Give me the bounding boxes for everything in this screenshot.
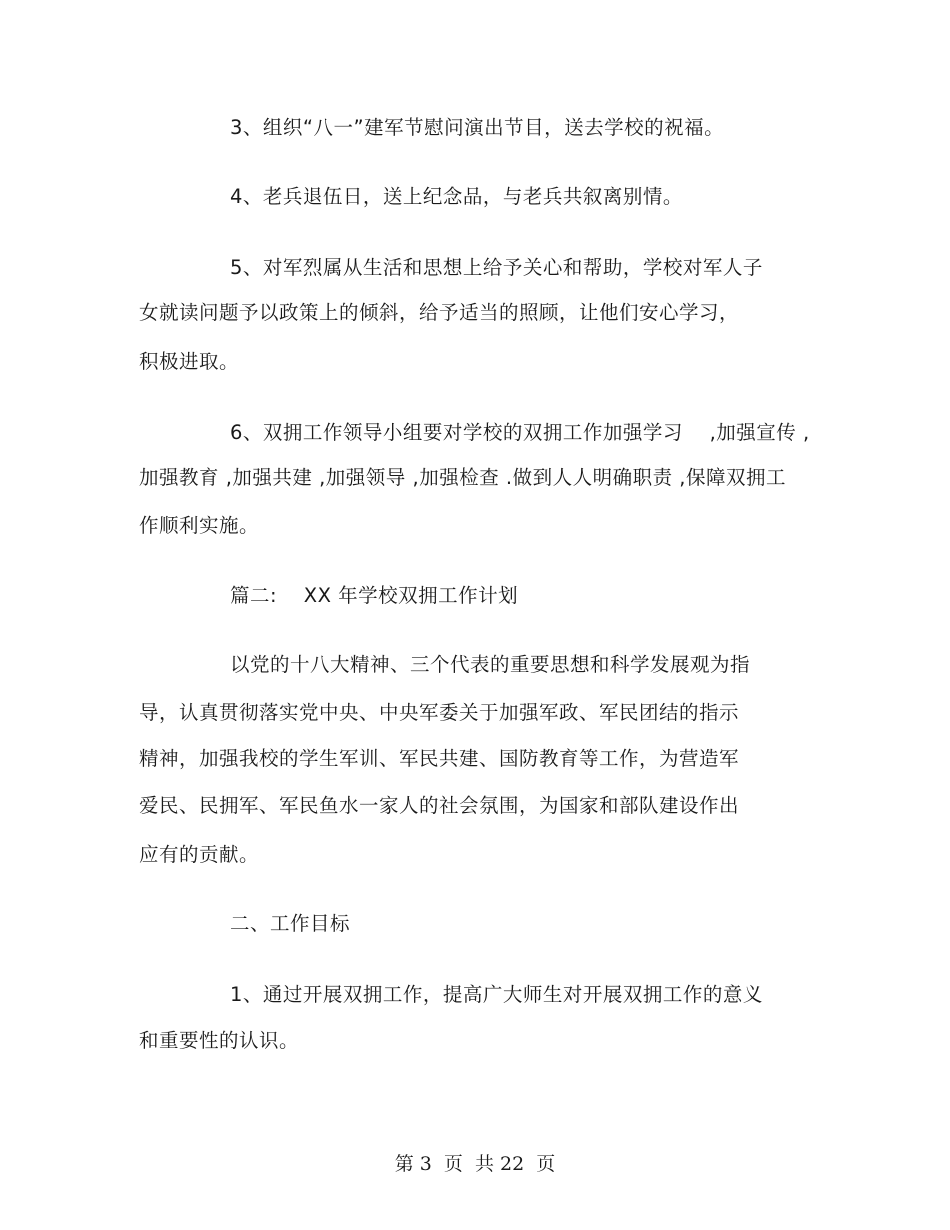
goal-1-line-1: 1、通过开展双拥工作，提高广大师生对开展双拥工作的意义 [230, 983, 763, 1006]
intro-line-4: 爱民、民拥军、军民鱼水一家人的社会氛围，为国家和部队建设作出 [139, 794, 740, 817]
paragraph-3-line-1: 3、组织“八一”建军节慰问演出节目，送去学校的祝福。 [230, 116, 725, 139]
intro-line-2: 导，认真贯彻落实党中央、中央军委关于加强军政、军民团结的指示 [139, 701, 740, 724]
paragraph-5-line-1: 5、对军烈属从生活和思想上给予关心和帮助，学校对军人子 [230, 256, 763, 279]
paragraph-6-line-3: 作顺利实施。 [139, 514, 260, 537]
intro-line-3: 精神，加强我校的学生军训、军民共建、国防教育等工作，为营造军 [139, 747, 740, 770]
paragraph-6-line-1: 6、双拥工作领导小组要对学校的双拥工作加强学习 ,加强宣传 , [230, 421, 810, 444]
paragraph-4-line-1: 4、老兵退伍日，送上纪念品，与老兵共叙离别情。 [230, 185, 683, 208]
paragraph-5-line-2: 女就读问题予以政策上的倾斜，给予适当的照顾，让他们安心学习， [139, 301, 740, 324]
section-heading-work-goals: 二、工作目标 [230, 912, 351, 935]
page-number-footer: 第 3 页 共 22 页 [394, 1153, 556, 1175]
section-heading-chapter-two: 篇二: XX 年学校双拥工作计划 [230, 584, 519, 607]
intro-line-1: 以党的十八大精神、三个代表的重要思想和科学发展观为指 [230, 653, 751, 676]
paragraph-5-line-3: 积极进取。 [139, 350, 240, 373]
intro-line-5: 应有的贡献。 [139, 843, 260, 866]
paragraph-6-line-2: 加强教育 ,加强共建 ,加强领导 ,加强检查 .做到人人明确职责 ,保障双拥工 [139, 466, 786, 489]
goal-1-line-2: 和重要性的认识。 [139, 1029, 300, 1052]
